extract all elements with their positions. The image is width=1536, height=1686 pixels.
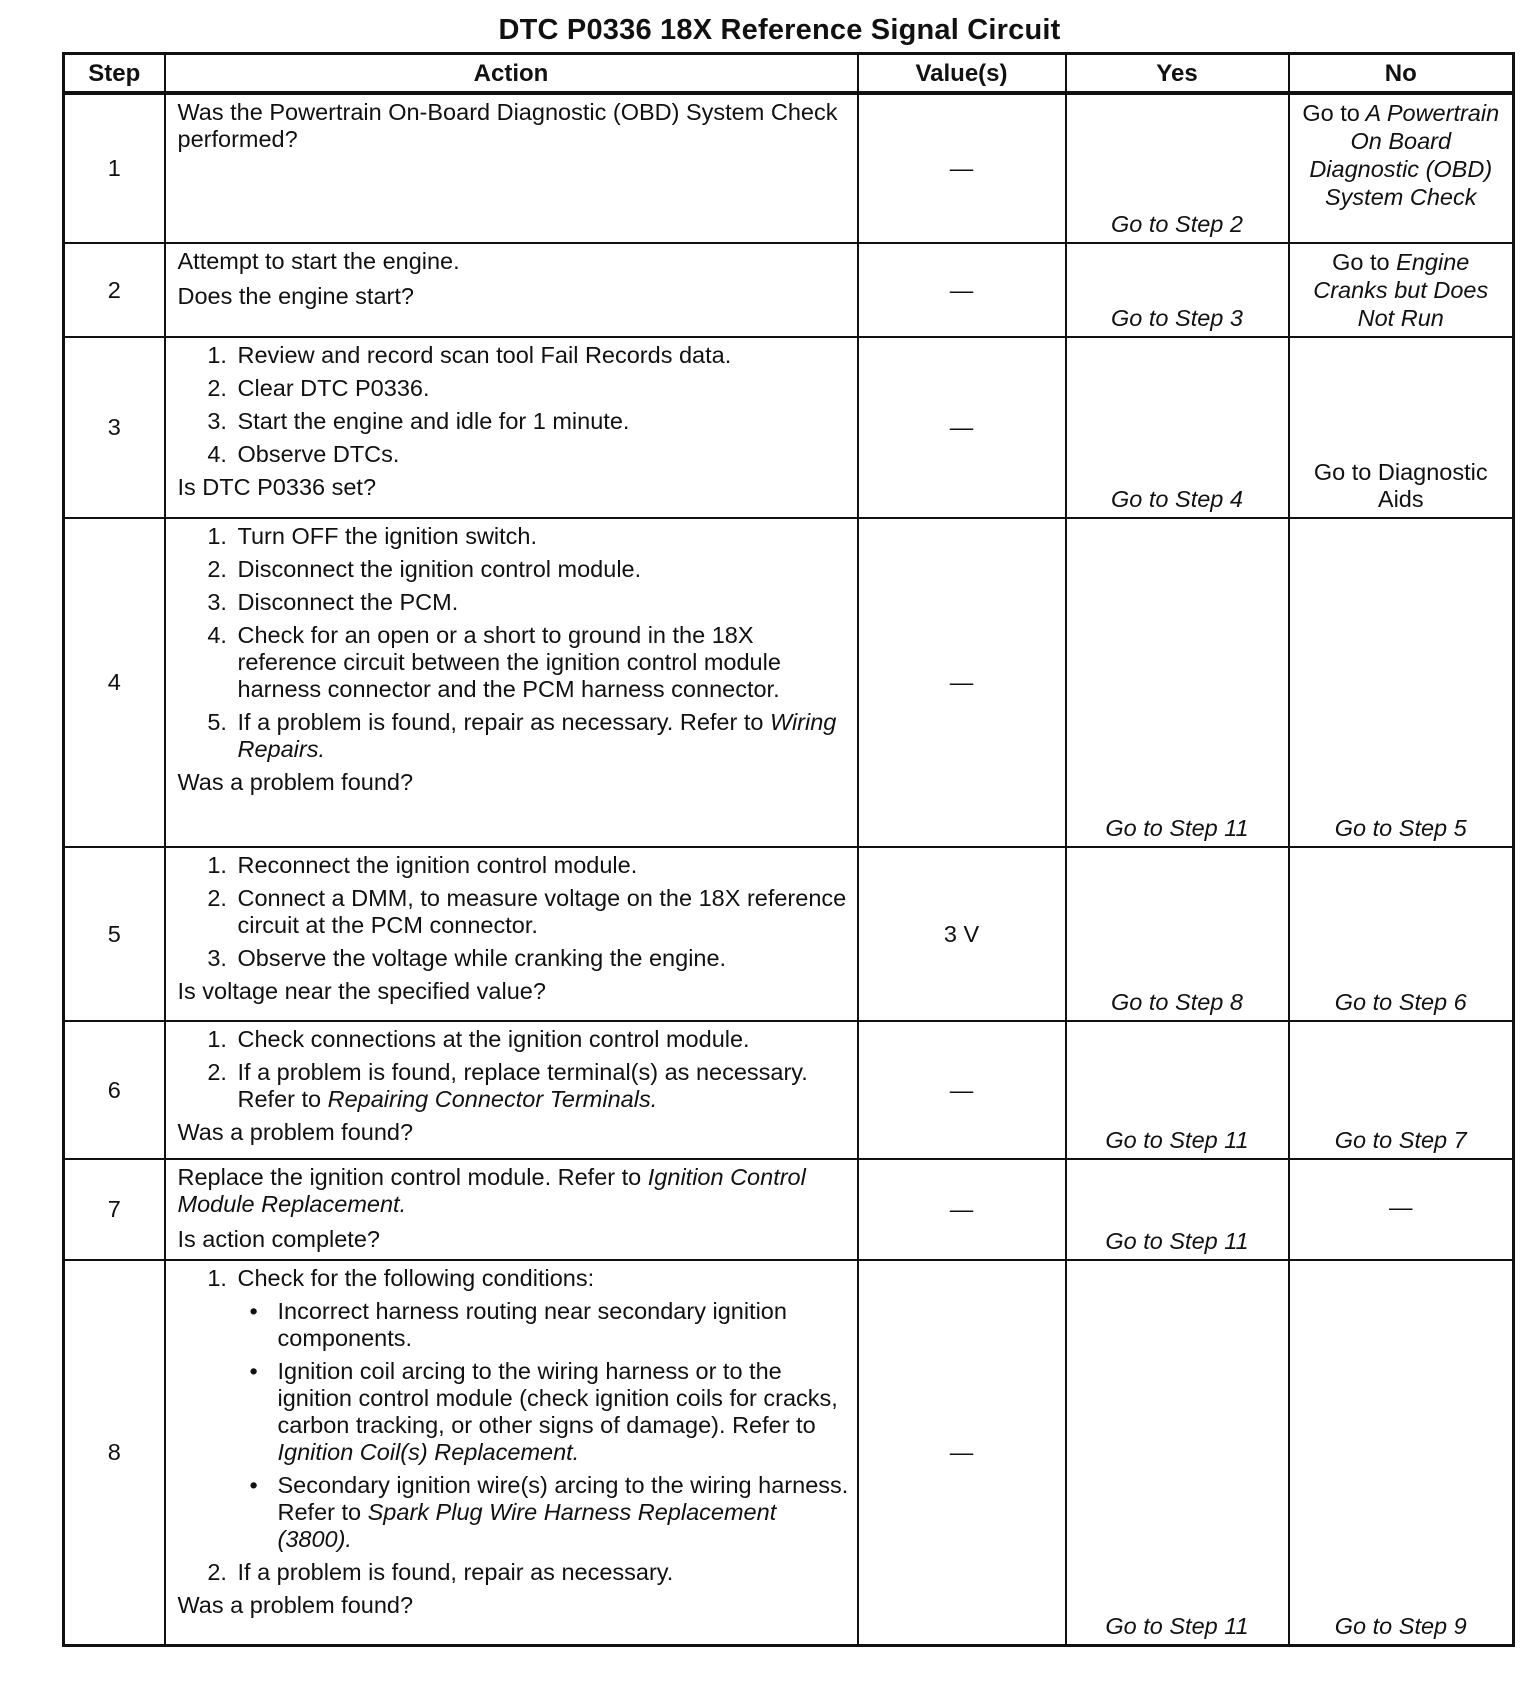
action-step-text: Check for the following conditions: xyxy=(237,1265,595,1291)
no-link[interactable] xyxy=(1294,248,1509,332)
no-link[interactable] xyxy=(1294,99,1509,211)
no-link[interactable]: Go to Step 7 xyxy=(1334,1127,1467,1153)
action-text: Attempt to start the engine. xyxy=(177,248,460,274)
header-row xyxy=(64,54,1514,94)
value-cell: 3 V xyxy=(858,847,1066,1021)
action-cell xyxy=(165,1021,858,1159)
no-prefix: Go to xyxy=(1332,249,1390,275)
action-step: 1. Check connections at the ignition control module. xyxy=(234,1026,851,1053)
value-cell: — xyxy=(858,518,1066,847)
no-reference: Engine Cranks but Does Not Run xyxy=(1313,249,1489,331)
value-cell: — xyxy=(858,1260,1066,1645)
no-reference: A Powertrain On Board Diagnostic (OBD) System Check xyxy=(1309,100,1500,210)
yes-link[interactable]: Go to Step 11 xyxy=(1105,1612,1249,1639)
yes-cell xyxy=(1066,337,1289,518)
action-text-plain: Replace the ignition control module. Refer to xyxy=(177,1164,642,1190)
reference-link[interactable]: Ignition Control Module Replacement. xyxy=(177,1164,806,1217)
no-prefix: Go to xyxy=(1302,100,1360,126)
no-link[interactable]: Go to Step 6 xyxy=(1334,989,1467,1015)
no-link[interactable]: Go to Diagnostic Aids xyxy=(1313,459,1488,512)
step-number: 3 xyxy=(64,337,165,518)
action-step: 2. If a problem is found, repair as necessary. xyxy=(234,1559,851,1586)
action-step: 1. Reconnect the ignition control module. xyxy=(234,852,851,879)
table-row xyxy=(64,518,1514,847)
yes-cell xyxy=(1066,93,1289,243)
action-step: 3. Start the engine and idle for 1 minute. xyxy=(234,408,851,435)
condition-list xyxy=(238,1298,851,1553)
yes-link[interactable]: Go to Step 11 xyxy=(1105,1127,1249,1153)
action-step: 4. Observe DTCs. xyxy=(234,441,851,468)
action-steps xyxy=(178,1026,851,1113)
action-question: Does the engine start? xyxy=(177,283,414,309)
yes-link[interactable]: Go to Step 11 xyxy=(1105,1228,1249,1254)
action-step xyxy=(234,709,851,763)
action-step xyxy=(234,1059,851,1113)
action-steps xyxy=(178,852,851,972)
header-yes: Yes xyxy=(1066,54,1289,94)
yes-link[interactable]: Go to Step 4 xyxy=(1111,486,1243,512)
yes-link[interactable]: Go to Step 11 xyxy=(1105,815,1249,841)
value-cell: — xyxy=(858,243,1066,337)
action-step-text: If a problem is found, repair as necessary. Refer to xyxy=(237,709,764,735)
no-link[interactable]: Go to Step 5 xyxy=(1334,815,1467,841)
action-step: 1. Review and record scan tool Fail Records data. xyxy=(234,342,851,369)
action-cell xyxy=(165,1159,858,1260)
step-number: 7 xyxy=(64,1159,165,1260)
header-action: Action xyxy=(165,54,858,94)
reference-link[interactable]: Spark Plug Wire Harness Replacement (3800). xyxy=(277,1499,777,1552)
yes-cell xyxy=(1066,243,1289,337)
yes-link[interactable]: Go to Step 3 xyxy=(1111,305,1243,331)
action-step: 2. Clear DTC P0336. xyxy=(234,375,851,402)
yes-cell xyxy=(1066,847,1289,1021)
table-row xyxy=(64,243,1514,337)
reference-link[interactable]: Ignition Coil(s) Replacement. xyxy=(277,1439,580,1465)
header-step: Step xyxy=(64,54,165,94)
table-row xyxy=(64,93,1514,243)
step-number: 5 xyxy=(64,847,165,1021)
action-question: Was a problem found? xyxy=(177,1592,414,1618)
step-number: 4 xyxy=(64,518,165,847)
action-cell xyxy=(165,518,858,847)
yes-cell xyxy=(1066,1021,1289,1159)
condition-text: Ignition coil arcing to the wiring harness or to the ignition control module (check ignition coils for cracks, carbon tracking, or other signs of damage). Refer to xyxy=(277,1358,838,1438)
action-step: 4. Check for an open or a short to ground in the 18X reference circuit between the ignition control module harness connector and the PCM harness connector. xyxy=(234,622,851,703)
value-cell: — xyxy=(858,1159,1066,1260)
action-question: Was a problem found? xyxy=(177,1119,414,1145)
header-values: Value(s) xyxy=(858,54,1066,94)
no-cell xyxy=(1289,518,1514,847)
action-question: Is DTC P0336 set? xyxy=(177,474,377,500)
action-steps xyxy=(178,523,851,763)
action-question: Was a problem found? xyxy=(177,769,414,795)
no-cell xyxy=(1289,847,1514,1021)
condition-item: • Incorrect harness routing near secondary ignition components. xyxy=(274,1298,851,1352)
no-cell xyxy=(1289,1260,1514,1645)
step-number: 6 xyxy=(64,1021,165,1159)
action-question: Is voltage near the specified value? xyxy=(177,978,546,1004)
action-cell xyxy=(165,847,858,1021)
no-link[interactable]: Go to Step 9 xyxy=(1334,1612,1467,1639)
action-step: 3. Disconnect the PCM. xyxy=(234,589,851,616)
table-row xyxy=(64,1021,1514,1159)
no-cell xyxy=(1289,243,1514,337)
yes-cell xyxy=(1066,518,1289,847)
action-step: 3. Observe the voltage while cranking the engine. xyxy=(234,945,851,972)
action-text xyxy=(178,1164,851,1218)
step-number: 2 xyxy=(64,243,165,337)
action-cell xyxy=(165,93,858,243)
action-cell xyxy=(165,1260,858,1645)
value-cell: — xyxy=(858,337,1066,518)
page-title: DTC P0336 18X Reference Signal Circuit xyxy=(498,14,1061,46)
table-row xyxy=(64,337,1514,518)
step-number: 8 xyxy=(64,1260,165,1645)
action-step: 2. Disconnect the ignition control module. xyxy=(234,556,851,583)
yes-cell xyxy=(1066,1159,1289,1260)
action-steps xyxy=(178,342,851,468)
step-number: 1 xyxy=(64,93,165,243)
diagnostic-table xyxy=(62,52,1515,1647)
no-cell xyxy=(1289,1021,1514,1159)
table-row xyxy=(64,1159,1514,1260)
header-no: No xyxy=(1289,54,1514,94)
yes-link[interactable]: Go to Step 2 xyxy=(1111,211,1243,237)
yes-cell xyxy=(1066,1260,1289,1645)
action-text: Was the Powertrain On-Board Diagnostic (OBD) System Check performed? xyxy=(177,99,838,152)
table-row xyxy=(64,1260,1514,1645)
value-cell: — xyxy=(858,1021,1066,1159)
no-cell xyxy=(1289,1159,1514,1260)
reference-link[interactable]: Repairing Connector Terminals. xyxy=(327,1086,658,1112)
no-value: — xyxy=(1389,1194,1413,1220)
condition-text: Secondary ignition wire(s) arcing to the wiring harness. Refer to xyxy=(277,1472,849,1525)
action-step-text: If a problem is found, replace terminal(s) as necessary. Refer to xyxy=(237,1059,808,1112)
action-step: 1. Turn OFF the ignition switch. xyxy=(234,523,851,550)
action-step: 2. Connect a DMM, to measure voltage on the 18X reference circuit at the PCM connector. xyxy=(234,885,851,939)
action-steps xyxy=(178,1265,851,1586)
table-row xyxy=(64,847,1514,1021)
yes-link[interactable]: Go to Step 8 xyxy=(1111,989,1243,1015)
action-cell xyxy=(165,337,858,518)
no-cell xyxy=(1289,337,1514,518)
action-question: Is action complete? xyxy=(177,1226,380,1252)
value-cell: — xyxy=(858,93,1066,243)
condition-item xyxy=(274,1472,851,1553)
reference-link[interactable]: Wiring Repairs. xyxy=(237,709,837,762)
condition-item xyxy=(274,1358,851,1466)
action-cell xyxy=(165,243,858,337)
no-cell xyxy=(1289,93,1514,243)
action-step xyxy=(234,1265,851,1553)
